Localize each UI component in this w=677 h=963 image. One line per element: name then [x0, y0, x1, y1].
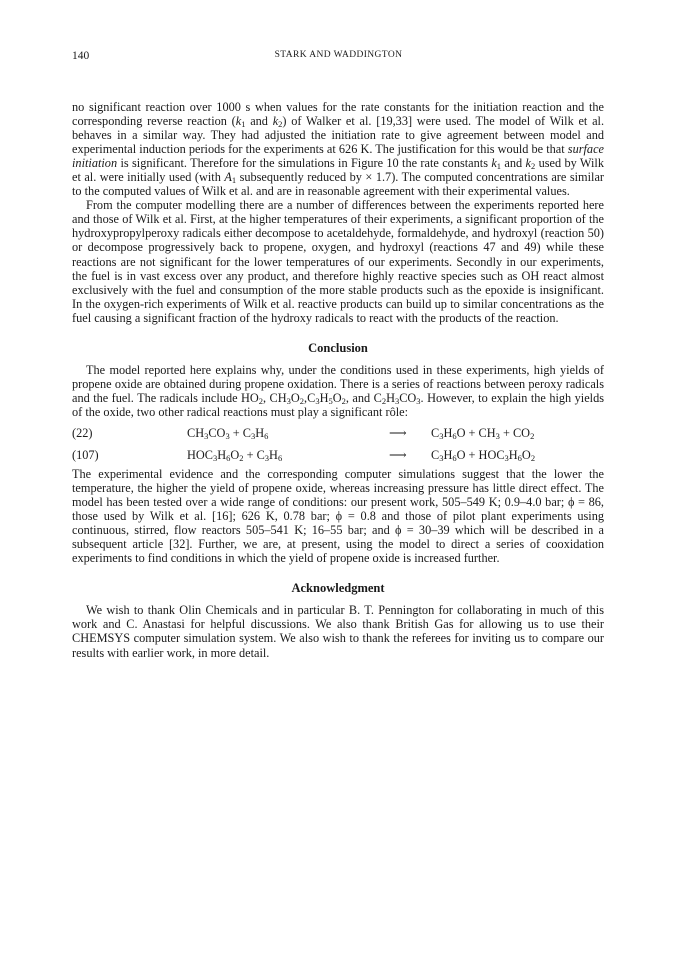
equation-lhs: $HOC_3H_6O_2 + C_3H_6$ — [187, 447, 283, 463]
text-run: no significant reaction over 1000 s when values for the rate constants for the initiation reaction and the corresponding reverse reaction ( — [72, 100, 604, 129]
equation-lhs: $CH_3CO_3 + C_3H_6$ — [187, 425, 269, 441]
symbol-k: k — [272, 114, 279, 129]
acknowledgment-paragraph: We wish to thank Olin Chemicals and in particular B. T. Pennington for collaborating in much of this work and C. Anastasi for helpful discussions. We also thank British Gas for allowing us to use their CHEMSYS computer simulation system. We also wish to thank the referees for inviting us to compare our results with earlier work, in more detail. — [72, 603, 604, 660]
symbol-k: k — [235, 114, 242, 129]
text-run: ) of Walker et al. [19,33] were used. The model of Wilk et al. behaves in a similar way. They had adjusted the initiation rate to give agreement between model and experimental induction periods for the experiments at 626 K. The justification for this would be that — [72, 114, 605, 157]
conclusion-paragraph-1: The model reported here explains why, under the conditions used in these experiments, high yields of propene oxide are obtained during propene oxidation. There is a series of reactions between peroxy radicals and the fuel. The radicals include $HO_2$, $CH_3O_2,C_3H_5O_2$, and $C_2H_3CO_3$. However, to explain the high yields of the oxide, two other radical reactions must play a significant rôle: — [72, 362, 605, 419]
symbol-k: k — [491, 156, 497, 171]
italic-phrase: surface initiation — [72, 142, 604, 171]
text-run: and — [245, 114, 273, 129]
continued-paragraph — [72, 100, 604, 198]
equation-number: (22) — [72, 425, 93, 440]
acknowledgment-heading: Acknowledgment — [291, 581, 385, 596]
page-header — [72, 50, 605, 66]
symbol-k: k — [525, 156, 531, 171]
paragraph-differences: From the computer modelling there are a number of differences between the experiments reported here and those of Wilk et al. First, at the higher temperatures of their experiments, a significant proportion of the hydroxypropylperoxy radicals either decompose to acetaldehyde, formaldehyde, and hydroxyl (reaction 50) or decompose progressively back to propene, oxygen, and hydroxyl (reactions 47 and 49) while these reactions are not significant for the lower temperatures of our experiments. Secondly in our experiments, the fuel is in vast excess over any product, and therefore highly reactive species such as OH react almost exclusively with the fuel and consumption of the more stable products such as the epoxide is insignificant. In the oxygen-rich experiments of Wilk et al. reactive products can build up to similar concentrations as the fuel causing a significant fraction of the hydroxy radicals to react with the products of the reaction. — [72, 198, 604, 325]
running-title: STARK AND WADDINGTON — [274, 50, 403, 60]
equation-22 — [72, 425, 604, 441]
subscript: 1 — [496, 161, 502, 172]
equation-rhs: $C_3H_6O + CH_3 + CO_2$ — [431, 425, 535, 441]
text-run: and — [501, 156, 526, 171]
subscript: 2 — [278, 119, 283, 130]
subscript: 2 — [530, 161, 536, 172]
text-run: is significant. Therefore for the simulations in Figure 10 the rate constants — [117, 156, 492, 171]
symbol-a: A — [224, 170, 232, 185]
equation-number: (107) — [72, 447, 99, 462]
conclusion-paragraph-2: The experimental evidence and the corresponding computer simulations suggest that the lower the temperature, the higher the yield of propene oxide, whereas increasing pressure has little direct effect. The model has been tested over a wide range of conditions: our present work, 505–549 K; 0.9–4.0 bar; ϕ = 86, those used by Wilk et al. [16]; 626 K, 0.78 bar; ϕ = 0.8 and those of pilot plant experiments using continuous, stirred, flow reactors 505–541 K; 16–55 bar; and ϕ = 30–39 which will be described in a subsequent article [32]. Further, we are, at present, using the model to direct a series of cooxidation experiments to find conditions in which the yield of propene oxide is increased further. — [72, 466, 604, 566]
subscript: 1 — [241, 119, 246, 130]
text-run: subsequently reduced by × 1.7). The computed concentrations are similar to the computed values of Wilk et al. and are in reasonable agreement with their experimental values. — [72, 170, 604, 199]
article-body — [72, 100, 604, 660]
equation-107 — [72, 447, 604, 463]
subscript: 1 — [231, 175, 237, 186]
conclusion-heading: Conclusion — [308, 340, 368, 355]
reaction-arrow: ⟶ — [389, 425, 407, 440]
text-run: used by Wilk et al. were initially used (with — [72, 156, 604, 185]
reaction-arrow: ⟶ — [389, 447, 407, 462]
equation-rhs: $C_3H_6O + HOC_3H_6O_2$ — [431, 447, 536, 463]
page-number: 140 — [72, 50, 90, 62]
